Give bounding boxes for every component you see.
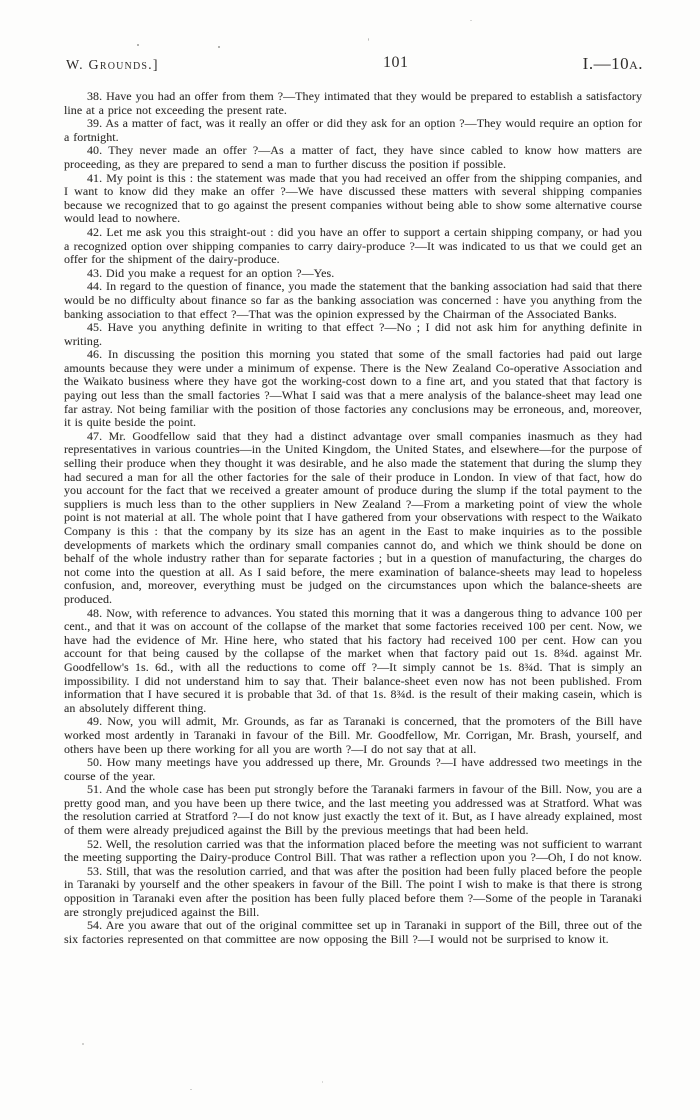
qa-paragraph: 45. Have you anything definite in writing to that effect ?—No ; I did not ask him for anything definite in writing. — [64, 320, 642, 348]
qa-paragraph: 44. In regard to the question of finance, you made the statement that the banking association had said that there would be no difficulty about finance so far as the banking association was concerned : have you anything from the banking association to that effect ?—That was the opinion expressed by the Chairman of the Associated Banks. — [64, 279, 642, 321]
page-number: 101 — [383, 54, 409, 71]
paper-reference: I.—10a. — [582, 54, 643, 73]
scan-artifact — [470, 20, 472, 21]
qa-paragraph: 53. Still, that was the resolution carried, and that was after the position had been fully placed before the people in Taranaki by yourself and the other speakers in favour of the Bill. The point I wish to make is that there is strong opposition in Taranaki even after the position has been fully placed before them ?—Some of the people in Taranaki are strongly prejudiced against the Bill. — [64, 863, 642, 919]
qa-paragraph: 39. As a matter of fact, was it really an offer or did they ask for an option ?—They would require an option for a fortnight. — [64, 116, 642, 144]
qa-paragraph: 48. Now, with reference to advances. You stated this morning that it was a dangerous thing to advance 100 per cent., and that it was on account of the collapse of the market that some factories received 100 per cent. Now, we have had the evidence of Mr. Hine here, who stated that his factory had received 100 per cent. How can you account for that being caused by the collapse of the market when that factory paid out 1s. 8¾d. against Mr. Goodfellow's 1s. 6d., with all the reductions to come off ?—It simply cannot be 1s. 8¾d. That is simply an impossibility. I did not understand him to say that. Their balance-sheet even now has not been published. From information that I have secured it is probable that 3d. of that 1s. 8¾d. is the result of their making casein, which is an absolutely different thing. — [64, 605, 642, 715]
transcript — [64, 90, 642, 946]
scan-artifact — [218, 46, 220, 48]
qa-paragraph: 50. How many meetings have you addressed up there, Mr. Grounds ?—I have addressed two meetings in the course of the year. — [64, 755, 642, 783]
qa-paragraph: 54. Are you aware that out of the original committee set up in Taranaki in support of the Bill, three out of the six factories represented on that committee are now opposing the Bill ?—I would not be surprised to know it. — [64, 918, 642, 946]
qa-paragraph: 42. Let me ask you this straight-out : did you have an offer to support a certain shipping company, or had you a recognized option over shipping companies to carry dairy-produce ?—It was indicated to us that we could get an offer for the shipment of the dairy-produce. — [64, 224, 642, 267]
qa-paragraph: 46. In discussing the position this morning you stated that some of the small factories had paid out large amounts because they were under a minimum of expense. There is the New Zealand Co-operative Association and the Waikato business where they have got the working-cost down to a fine art, and you stated that that factory is paying out less than the small factories ?—What I said was that a mere analysis of the balance-sheet may lead one far astray. Not being familiar with the position of those factories any conclusions may be erroneous, and, moreover, it is quite beside the point. — [64, 347, 642, 430]
page-header — [0, 54, 700, 76]
qa-paragraph: 52. Well, the resolution carried was that the information placed before the meeting was not sufficient to warrant the meeting supporting the Dairy-produce Control Bill. That was rather a reflection upon you ?—Oh, I do not know. — [64, 836, 642, 865]
scan-artifact — [82, 1043, 84, 1045]
qa-paragraph: 51. And the whole case has been put strongly before the Taranaki farmers in favour of the Bill. Now, you are a pretty good man, and you have been up there twice, and the last meeting you addressed was at Stratford. What was the resolution carried at Stratford ?—I do not know just exactly the text of it. But, as I have already explained, most of them were already prejudiced against the Bill by the previous meetings that had been held. — [64, 782, 642, 838]
qa-paragraph: 41. My point is this : the statement was made that you had received an offer from the shipping companies, and I want to know did they make an offer ?—We have discussed these matters with several shipping companies because we recognized that to go against the present companies without being able to show some alternative course would lead to nowhere. — [64, 170, 642, 226]
running-header-speaker: W. Grounds.] — [66, 58, 159, 73]
scan-artifact — [368, 38, 369, 41]
scan-artifact — [322, 1081, 323, 1083]
qa-paragraph: 47. Mr. Goodfellow said that they had a distinct advantage over small companies inasmuch as they had representatives in various countries—in the United Kingdom, the United States, and elsewhere—for the purpose of selling their produce when they thought it was desirable, and he also made the statement that during the slump they had secured a man for all the other factories for the sale of their produce in London. In view of that fact, how do you account for the fact that we received a greater amount of produce during the slump if the total payment to the suppliers is much less than to the other suppliers in New Zealand ?—From a marketing point of view the whole point is not material at all. The whole point that I have gathered from your observations with respect to the Waikato Company is this : that the company by its size has an agent in the East to make inquiries as to the possible developments of markets which the ordinary small companies cannot do, and which we think should be done on behalf of the whole industry rather than for separate factories ; but in a question of manufacturing, the charges do not come into the question at all. As I said before, the mere examination of balance-sheets may lead to hopeless confusion, and, moreover, everything must be judged on the circumstances upon which the balance-sheets are produced. — [64, 428, 642, 606]
qa-paragraph: 43. Did you make a request for an option ?—Yes. — [87, 265, 335, 280]
scan-artifact — [137, 44, 139, 46]
scan-artifact — [190, 1089, 192, 1090]
qa-paragraph: 49. Now, you will admit, Mr. Grounds, as far as Taranaki is concerned, that the promoters of the Bill have worked most ardently in Taranaki in favour of the Bill. Mr. Goodfellow, Mr. Corrigan, Mr. Brash, yourself, and others have been up there working for all you are worth ?—I do not say that at all. — [64, 714, 642, 756]
qa-paragraph: 40. They never made an offer ?—As a matter of fact, they have since cabled to know how matters are proceeding, as they are prepared to send a man to further discuss the position if possible. — [64, 143, 642, 171]
qa-paragraph: 38. Have you had an offer from them ?—They intimated that they would be prepared to establish a satisfactory line at a price not exceeding the present rate. — [64, 89, 642, 117]
